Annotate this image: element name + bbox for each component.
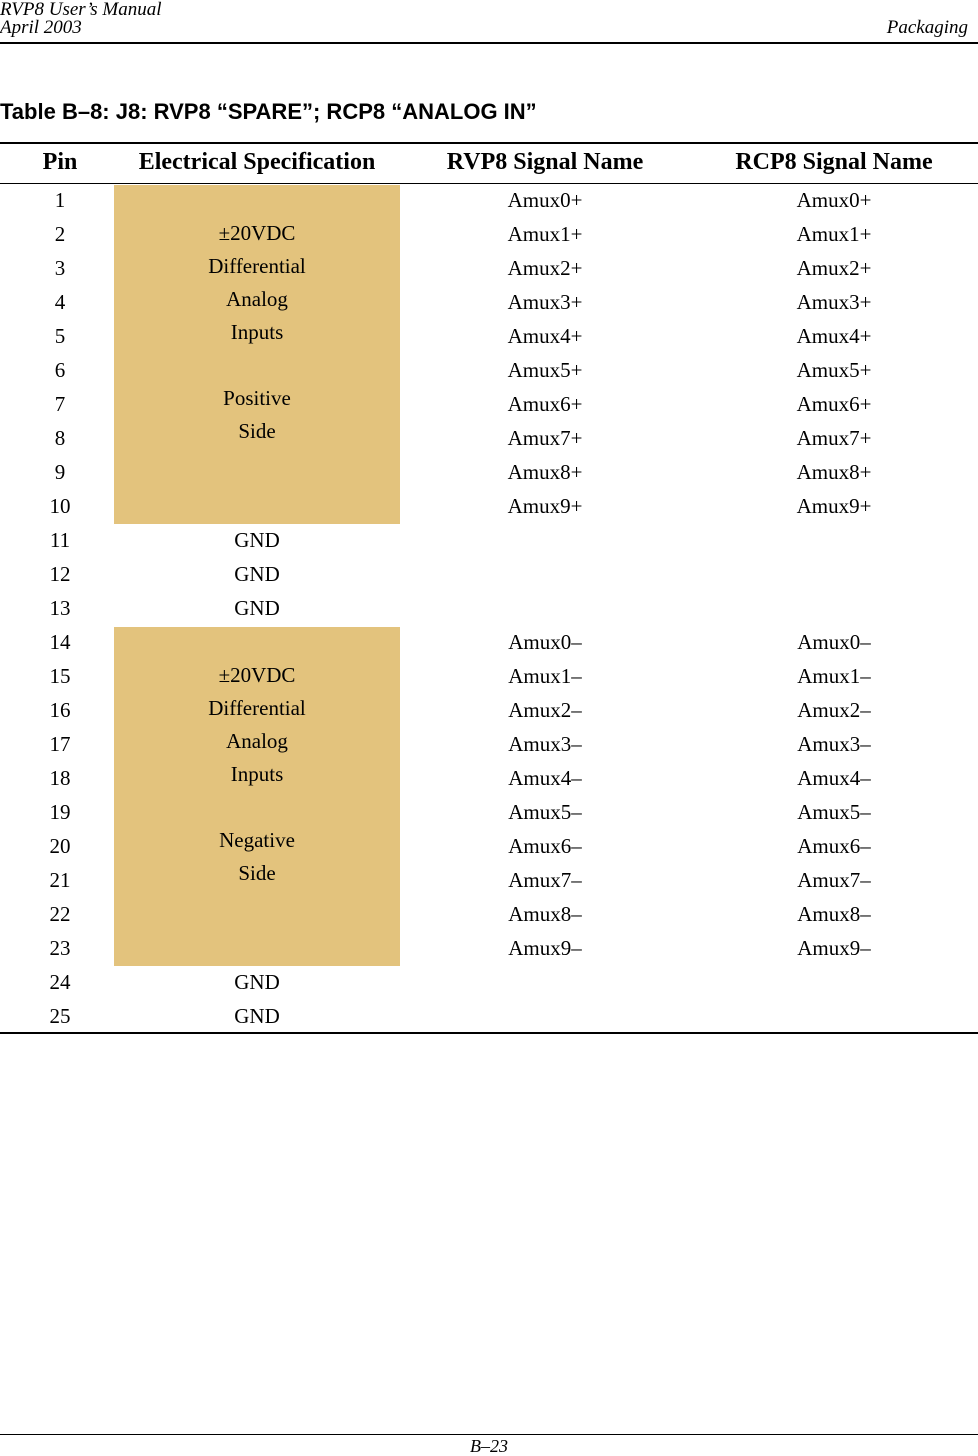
pin-number: 13 bbox=[49, 596, 71, 620]
pin-number: 23 bbox=[49, 936, 71, 960]
rcp8-signal-name: Amux4+ bbox=[796, 324, 872, 348]
rvp8-signal-name bbox=[400, 999, 690, 1033]
table-caption: Table B–8: J8: RVP8 “SPARE”; RCP8 “ANALOG IN” bbox=[0, 99, 537, 124]
electrical-spec-cell bbox=[114, 829, 400, 863]
column-header-electrical-spec: Electrical Specification bbox=[138, 149, 376, 175]
rvp8-signal-name: Amux0– bbox=[508, 630, 582, 654]
electrical-spec-cell: GND bbox=[234, 1004, 280, 1028]
rcp8-signal-name: Amux7– bbox=[797, 868, 871, 892]
rcp8-signal-name bbox=[690, 557, 978, 591]
electrical-spec-cell bbox=[114, 285, 400, 319]
column-header-rvp8-signal: RVP8 Signal Name bbox=[446, 149, 644, 175]
pin-number: 9 bbox=[54, 460, 66, 484]
pin-number: 2 bbox=[54, 222, 66, 246]
spec-line: Differential bbox=[208, 696, 306, 720]
electrical-spec-cell bbox=[114, 217, 400, 251]
rvp8-signal-name: Amux3+ bbox=[507, 290, 583, 314]
rcp8-signal-name bbox=[690, 965, 978, 999]
pin-number: 18 bbox=[49, 766, 71, 790]
rvp8-signal-name: Amux5– bbox=[508, 800, 582, 824]
footer-rule bbox=[0, 1434, 978, 1435]
rvp8-signal-name: Amux4– bbox=[508, 766, 582, 790]
rvp8-signal-name: Amux8– bbox=[508, 902, 582, 926]
rcp8-signal-name: Amux3+ bbox=[796, 290, 872, 314]
electrical-spec-cell bbox=[114, 897, 400, 931]
electrical-spec-cell bbox=[114, 931, 400, 965]
spec-line: Positive bbox=[223, 386, 291, 410]
rvp8-signal-name bbox=[400, 523, 690, 557]
electrical-spec-cell: GND bbox=[234, 596, 280, 620]
electrical-spec-cell bbox=[114, 387, 400, 421]
pin-number: 14 bbox=[49, 630, 71, 654]
rvp8-signal-name: Amux9+ bbox=[507, 494, 583, 518]
spec-line: Analog bbox=[226, 287, 288, 311]
rcp8-signal-name: Amux0– bbox=[797, 630, 871, 654]
page-number: B–23 bbox=[470, 1436, 508, 1456]
table-bottom-rule bbox=[0, 1032, 978, 1034]
rcp8-signal-name: Amux2– bbox=[797, 698, 871, 722]
rvp8-signal-name: Amux3– bbox=[508, 732, 582, 756]
pin-number: 21 bbox=[49, 868, 71, 892]
spec-line: Inputs bbox=[230, 320, 284, 344]
rcp8-signal-name: Amux1– bbox=[797, 664, 871, 688]
rvp8-signal-name: Amux2– bbox=[508, 698, 582, 722]
electrical-spec-cell bbox=[114, 863, 400, 897]
rcp8-signal-name bbox=[690, 523, 978, 557]
pin-number: 6 bbox=[54, 358, 66, 382]
pin-number: 8 bbox=[54, 426, 66, 450]
rcp8-signal-name: Amux3– bbox=[797, 732, 871, 756]
electrical-spec-cell bbox=[114, 659, 400, 693]
rcp8-signal-name: Amux1+ bbox=[796, 222, 872, 246]
rvp8-signal-name: Amux0+ bbox=[507, 188, 583, 212]
spec-line: Negative bbox=[219, 828, 295, 852]
rvp8-signal-name: Amux8+ bbox=[507, 460, 583, 484]
rvp8-signal-name bbox=[400, 557, 690, 591]
spec-line: Side bbox=[238, 419, 276, 443]
rvp8-signal-name: Amux6+ bbox=[507, 392, 583, 416]
spec-line: Differential bbox=[208, 254, 306, 278]
rcp8-signal-name: Amux8– bbox=[797, 902, 871, 926]
rcp8-signal-name: Amux9– bbox=[797, 936, 871, 960]
rvp8-signal-name: Amux7+ bbox=[507, 426, 583, 450]
pin-number: 19 bbox=[49, 800, 71, 824]
rcp8-signal-name: Amux6– bbox=[797, 834, 871, 858]
electrical-spec-cell bbox=[114, 727, 400, 761]
pin-number: 20 bbox=[49, 834, 71, 858]
pin-number: 5 bbox=[54, 324, 66, 348]
electrical-spec-cell bbox=[114, 251, 400, 285]
rvp8-signal-name: Amux7– bbox=[508, 868, 582, 892]
pin-number: 11 bbox=[49, 528, 71, 552]
spec-line: Inputs bbox=[230, 762, 284, 786]
electrical-spec-cell bbox=[114, 761, 400, 795]
electrical-spec-cell bbox=[114, 795, 400, 829]
rcp8-signal-name: Amux2+ bbox=[796, 256, 872, 280]
electrical-spec-cell bbox=[114, 183, 400, 217]
pin-number: 1 bbox=[54, 188, 66, 212]
section-title: Packaging bbox=[886, 17, 968, 38]
manual-date: April 2003 bbox=[0, 17, 82, 38]
column-header-pin: Pin bbox=[42, 149, 78, 175]
electrical-spec-cell bbox=[114, 489, 400, 523]
rcp8-signal-name: Amux8+ bbox=[796, 460, 872, 484]
rcp8-signal-name bbox=[690, 999, 978, 1033]
pin-number: 17 bbox=[49, 732, 71, 756]
rvp8-signal-name: Amux5+ bbox=[507, 358, 583, 382]
rcp8-signal-name: Amux5– bbox=[797, 800, 871, 824]
rvp8-signal-name: Amux1– bbox=[508, 664, 582, 688]
header-rule bbox=[0, 42, 978, 44]
electrical-spec-cell: GND bbox=[234, 970, 280, 994]
pin-number: 3 bbox=[54, 256, 66, 280]
table-top-rule bbox=[0, 142, 978, 144]
spec-line: Side bbox=[238, 861, 276, 885]
pin-number: 7 bbox=[54, 392, 66, 416]
pin-number: 16 bbox=[49, 698, 71, 722]
rcp8-signal-name: Amux6+ bbox=[796, 392, 872, 416]
electrical-spec-cell bbox=[114, 625, 400, 659]
rvp8-signal-name: Amux1+ bbox=[507, 222, 583, 246]
rvp8-signal-name bbox=[400, 591, 690, 625]
rcp8-signal-name: Amux4– bbox=[797, 766, 871, 790]
pin-number: 15 bbox=[49, 664, 71, 688]
spec-line: Analog bbox=[226, 729, 288, 753]
pin-number: 4 bbox=[54, 290, 66, 314]
rvp8-signal-name: Amux4+ bbox=[507, 324, 583, 348]
pin-number: 22 bbox=[49, 902, 71, 926]
manual-title: RVP8 User’s Manual bbox=[0, 0, 162, 20]
rvp8-signal-name: Amux2+ bbox=[507, 256, 583, 280]
electrical-spec-cell bbox=[114, 353, 400, 387]
spec-line: ±20VDC bbox=[218, 663, 296, 687]
rvp8-signal-name: Amux9– bbox=[508, 936, 582, 960]
rvp8-signal-name: Amux6– bbox=[508, 834, 582, 858]
rcp8-signal-name: Amux5+ bbox=[796, 358, 872, 382]
electrical-spec-cell bbox=[114, 319, 400, 353]
pin-number: 25 bbox=[49, 1004, 71, 1028]
pin-number: 24 bbox=[49, 970, 71, 994]
pin-number: 10 bbox=[49, 494, 71, 518]
electrical-spec-cell: GND bbox=[234, 528, 280, 552]
pin-number: 12 bbox=[49, 562, 71, 586]
rcp8-signal-name: Amux0+ bbox=[796, 188, 872, 212]
column-header-rcp8-signal: RCP8 Signal Name bbox=[735, 149, 933, 175]
electrical-spec-cell bbox=[114, 421, 400, 455]
rcp8-signal-name: Amux9+ bbox=[796, 494, 872, 518]
electrical-spec-cell bbox=[114, 693, 400, 727]
electrical-spec-cell bbox=[114, 455, 400, 489]
rcp8-signal-name: Amux7+ bbox=[796, 426, 872, 450]
rcp8-signal-name bbox=[690, 591, 978, 625]
electrical-spec-cell: GND bbox=[234, 562, 280, 586]
spec-line: ±20VDC bbox=[218, 221, 296, 245]
rvp8-signal-name bbox=[400, 965, 690, 999]
